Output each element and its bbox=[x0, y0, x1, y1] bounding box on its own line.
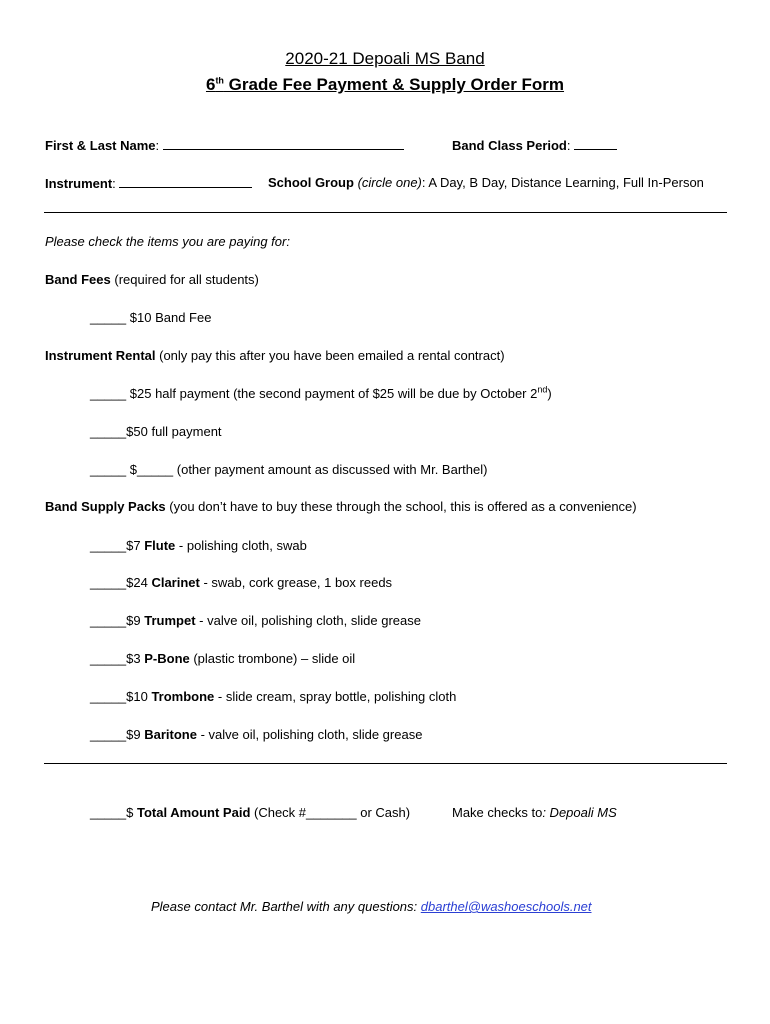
supply-item-flute[interactable]: _____$7 Flute - polishing cloth, swab bbox=[90, 538, 307, 553]
school-group-label: School Group bbox=[268, 175, 354, 190]
period-label: Band Class Period bbox=[452, 138, 567, 153]
supply-item-baritone[interactable]: _____$9 Baritone - valve oil, polishing cloth, slide grease bbox=[90, 727, 423, 742]
school-group-field bbox=[268, 175, 704, 190]
period-field: Band Class Period: bbox=[452, 137, 617, 153]
supply-heading: Band Supply Packs (you don’t have to buy these through the school, this is offered as a convenience) bbox=[45, 499, 637, 514]
rental-full-item[interactable]: _____$50 full payment bbox=[90, 424, 222, 439]
supply-item-pbone[interactable]: _____$3 P-Bone (plastic trombone) – slide oil bbox=[90, 651, 356, 666]
check-prompt: Please check the items you are paying for: bbox=[45, 234, 290, 249]
checks-payable: Make checks to: Depoali MS bbox=[452, 805, 617, 820]
form-title: 2020-21 Depoali MS Band bbox=[285, 49, 485, 68]
band-fees-heading: Band Fees (required for all students) bbox=[45, 272, 259, 287]
name-field: First & Last Name: bbox=[45, 137, 404, 153]
divider bbox=[44, 763, 727, 764]
instrument-label: Instrument bbox=[45, 176, 113, 191]
supply-item-clarinet[interactable]: _____$24 Clarinet - swab, cork grease, 1 box reeds bbox=[90, 575, 393, 590]
email-link[interactable]: dbarthel@washoeschools.net bbox=[420, 899, 592, 914]
supply-item-trombone[interactable]: _____$10 Trombone - slide cream, spray bottle, polishing cloth bbox=[90, 689, 457, 704]
period-blank[interactable] bbox=[574, 137, 617, 150]
form-subtitle: 6th Grade Fee Payment & Supply Order Form bbox=[205, 75, 565, 94]
supply-item-trumpet[interactable]: _____$9 Trumpet - valve oil, polishing cloth, slide grease bbox=[90, 613, 421, 628]
band-fee-item[interactable]: _____ $10 Band Fee bbox=[90, 310, 212, 325]
rental-heading: Instrument Rental (only pay this after you have been emailed a rental contract) bbox=[45, 348, 505, 363]
name-blank[interactable] bbox=[163, 137, 404, 150]
divider bbox=[44, 212, 727, 213]
instrument-field: Instrument: bbox=[45, 175, 252, 191]
rental-half-item[interactable]: _____ $25 half payment (the second payment of $25 will be due by October 2nd) bbox=[90, 384, 552, 401]
school-group-options[interactable]: : A Day, B Day, Distance Learning, Full In-Person bbox=[421, 175, 704, 190]
name-label: First & Last Name bbox=[45, 138, 156, 153]
total-amount-line[interactable]: _____$ Total Amount Paid (Check #_______ or Cash) bbox=[90, 805, 411, 820]
rental-other-item[interactable]: _____ $_____ (other payment amount as discussed with Mr. Barthel) bbox=[90, 462, 488, 477]
school-group-hint: (circle one) bbox=[357, 175, 422, 190]
instrument-blank[interactable] bbox=[119, 175, 252, 188]
contact-line: Please contact Mr. Barthel with any questions: dbarthel@washoeschools.net bbox=[151, 899, 592, 914]
